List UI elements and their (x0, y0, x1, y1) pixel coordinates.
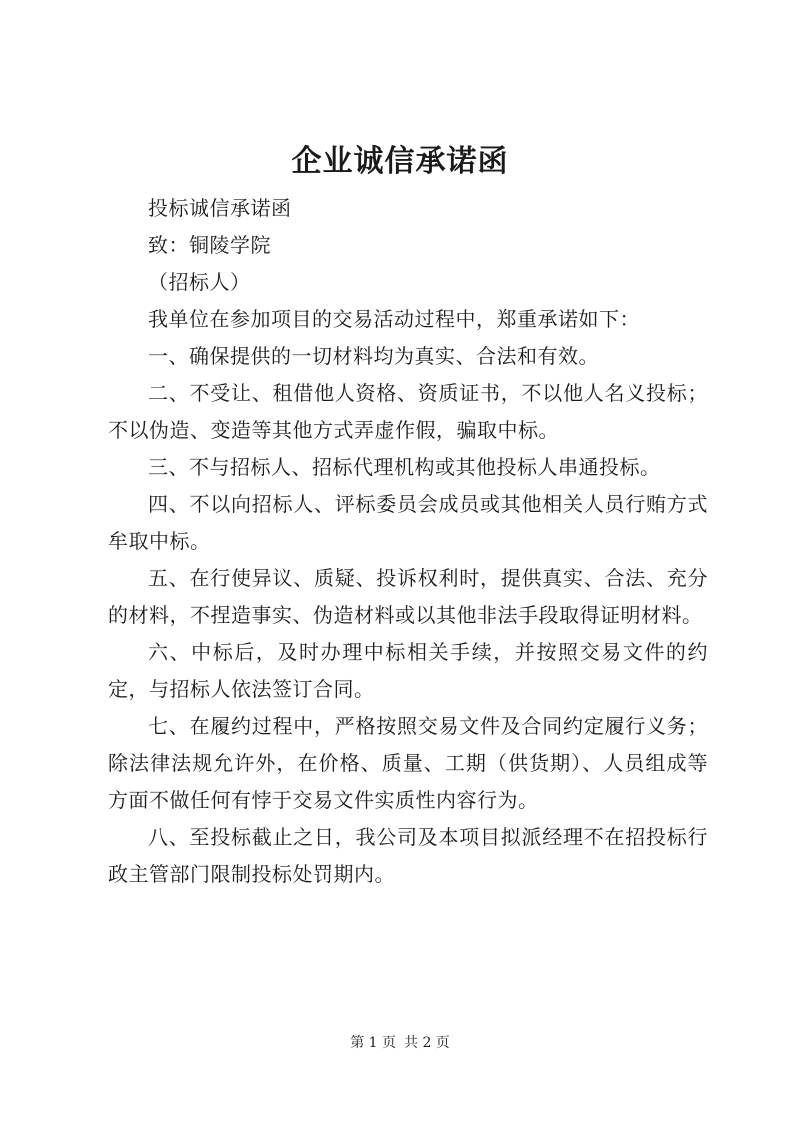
commitment-item-2: 二、不受让、租借他人资格、资质证书，不以他人名义投标；不以伪造、变造等其他方式弄虚作假，骗取中标。 (108, 381, 708, 442)
intro-paragraph: 我单位在参加项目的交易活动过程中，郑重承诺如下： (148, 307, 640, 331)
document-body (108, 190, 708, 893)
commitment-item-7: 七、在履约过程中，严格按照交易文件及合同约定履行义务；除法律法规允许外，在价格、质量、工期（供货期）、人员组成等方面不做任何有悖于交易文件实质性内容行为。 (108, 714, 708, 812)
page-title: 企业诚信承诺函 (291, 144, 509, 179)
commitment-item-8: 八、至投标截止之日，我公司及本项目拟派经理不在招投标行政主管部门限制投标处罚期内。 (108, 825, 708, 886)
page-number: 第 1 页 (350, 1035, 396, 1051)
commitment-item-4: 四、不以向招标人、评标委员会成员或其他相关人员行贿方式牟取中标。 (108, 492, 708, 553)
page-total: 共 2 页 (404, 1035, 450, 1051)
addressee-paragraph: 致：铜陵学院 (148, 233, 271, 257)
commitment-item-6: 六、中标后，及时办理中标相关手续，并按照交易文件的约定，与招标人依法签订合同。 (108, 640, 708, 701)
commitment-item-1: 一、确保提供的一切材料均为真实、合法和有效。 (148, 344, 599, 368)
subtitle-paragraph: 投标诚信承诺函 (148, 196, 292, 220)
commitment-item-3: 三、不与招标人、招标代理机构或其他投标人串通投标。 (148, 455, 661, 479)
page-footer (0, 1032, 800, 1054)
commitment-item-5: 五、在行使异议、质疑、投诉权利时，提供真实、合法、充分的材料，不捏造事实、伪造材料或以其他非法手段取得证明材料。 (108, 566, 708, 627)
addressee-role-paragraph: （招标人） (148, 270, 251, 294)
